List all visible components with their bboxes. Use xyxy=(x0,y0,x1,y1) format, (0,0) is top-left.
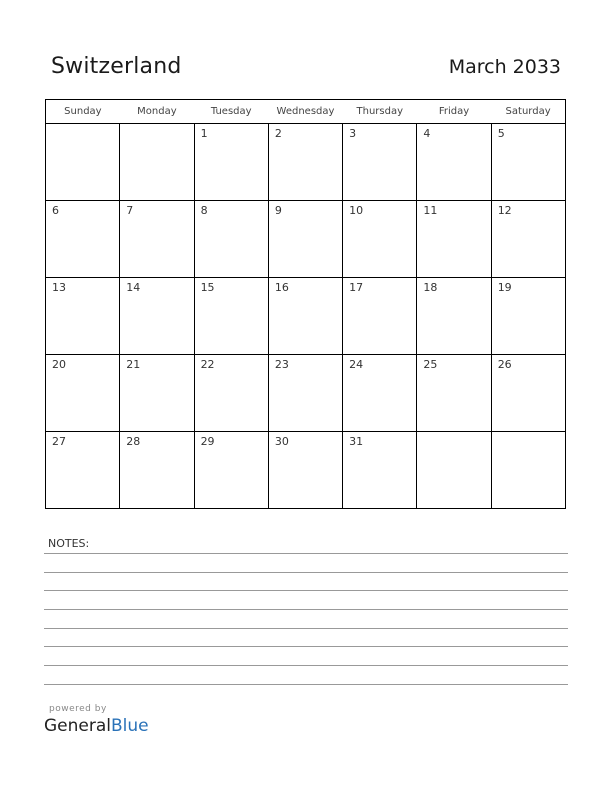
day-number: 7 xyxy=(126,204,134,217)
day-cell xyxy=(491,201,565,278)
day-cell xyxy=(268,432,342,509)
day-cell xyxy=(120,432,194,509)
weekday-header-row xyxy=(46,100,566,124)
day-number xyxy=(46,124,119,127)
day-cell xyxy=(120,278,194,355)
day-cell xyxy=(46,201,120,278)
day-number: 21 xyxy=(126,358,141,371)
day-number: 25 xyxy=(423,358,438,371)
day-cell xyxy=(343,432,417,509)
week-row xyxy=(46,355,566,432)
day-number: 17 xyxy=(349,281,364,294)
day-cell xyxy=(120,201,194,278)
day-number: 12 xyxy=(497,204,512,217)
day-number xyxy=(120,124,193,127)
day-number xyxy=(492,432,565,435)
day-cell xyxy=(268,201,342,278)
day-number: 9 xyxy=(274,204,282,217)
week-row xyxy=(46,124,566,201)
note-line xyxy=(44,590,568,591)
day-cell xyxy=(343,278,417,355)
day-cell xyxy=(343,355,417,432)
note-line xyxy=(44,646,568,647)
day-cell xyxy=(417,355,491,432)
day-cell xyxy=(194,278,268,355)
day-cell xyxy=(491,124,565,201)
note-line xyxy=(44,553,568,554)
day-cell xyxy=(194,201,268,278)
day-number: 6 xyxy=(52,204,59,217)
day-number: 5 xyxy=(497,127,505,140)
weekday-friday: Friday xyxy=(417,100,491,124)
day-cell xyxy=(417,432,491,509)
day-cell xyxy=(491,355,565,432)
day-cell xyxy=(417,278,491,355)
weekday-saturday: Saturday xyxy=(491,100,565,124)
day-number: 27 xyxy=(52,435,66,448)
day-cell xyxy=(46,432,120,509)
calendar-grid xyxy=(45,99,566,509)
month-year-title: March 2033 xyxy=(448,56,561,78)
day-cell xyxy=(194,124,268,201)
day-cell xyxy=(120,124,194,201)
day-number: 22 xyxy=(200,358,215,371)
day-cell xyxy=(417,201,491,278)
day-number: 13 xyxy=(52,281,66,294)
day-number: 18 xyxy=(423,281,438,294)
week-row xyxy=(46,432,566,509)
day-cell xyxy=(46,278,120,355)
powered-by-text: powered by xyxy=(49,704,107,714)
day-number xyxy=(417,432,490,435)
week-row xyxy=(46,201,566,278)
day-number: 30 xyxy=(274,435,289,448)
day-number: 31 xyxy=(349,435,364,448)
day-number: 16 xyxy=(274,281,289,294)
day-number: 20 xyxy=(52,358,66,371)
day-number: 1 xyxy=(200,127,208,140)
day-number: 28 xyxy=(126,435,141,448)
day-cell xyxy=(343,201,417,278)
notes-label: NOTES: xyxy=(48,537,90,550)
weekday-sunday: Sunday xyxy=(46,100,120,124)
day-number: 14 xyxy=(126,281,141,294)
weekday-tuesday: Tuesday xyxy=(194,100,268,124)
day-number: 29 xyxy=(200,435,215,448)
day-number: 3 xyxy=(349,127,357,140)
day-number: 26 xyxy=(497,358,512,371)
note-line xyxy=(44,628,568,629)
day-cell xyxy=(194,432,268,509)
day-number: 15 xyxy=(200,281,215,294)
day-cell xyxy=(120,355,194,432)
day-cell xyxy=(491,278,565,355)
day-number: 10 xyxy=(349,204,364,217)
note-line xyxy=(44,572,568,573)
day-number: 4 xyxy=(423,127,431,140)
day-number: 8 xyxy=(200,204,208,217)
day-cell xyxy=(46,355,120,432)
generalblue-logo[interactable] xyxy=(44,716,149,736)
note-line xyxy=(44,684,568,685)
weekday-wednesday: Wednesday xyxy=(268,100,342,124)
day-number: 24 xyxy=(349,358,364,371)
country-title: Switzerland xyxy=(51,54,182,79)
logo-text-general: General xyxy=(44,716,111,736)
note-line xyxy=(44,609,568,610)
day-cell xyxy=(46,124,120,201)
weekday-monday: Monday xyxy=(120,100,194,124)
day-number: 2 xyxy=(274,127,282,140)
day-cell xyxy=(268,355,342,432)
note-line xyxy=(44,665,568,666)
day-cell xyxy=(194,355,268,432)
day-cell xyxy=(343,124,417,201)
day-number: 23 xyxy=(274,358,289,371)
logo-text-blue: Blue xyxy=(111,716,149,736)
week-row xyxy=(46,278,566,355)
day-cell xyxy=(491,432,565,509)
day-cell xyxy=(268,124,342,201)
day-cell xyxy=(268,278,342,355)
day-number: 11 xyxy=(423,204,438,217)
day-cell xyxy=(417,124,491,201)
weekday-thursday: Thursday xyxy=(343,100,417,124)
day-number: 19 xyxy=(497,281,512,294)
